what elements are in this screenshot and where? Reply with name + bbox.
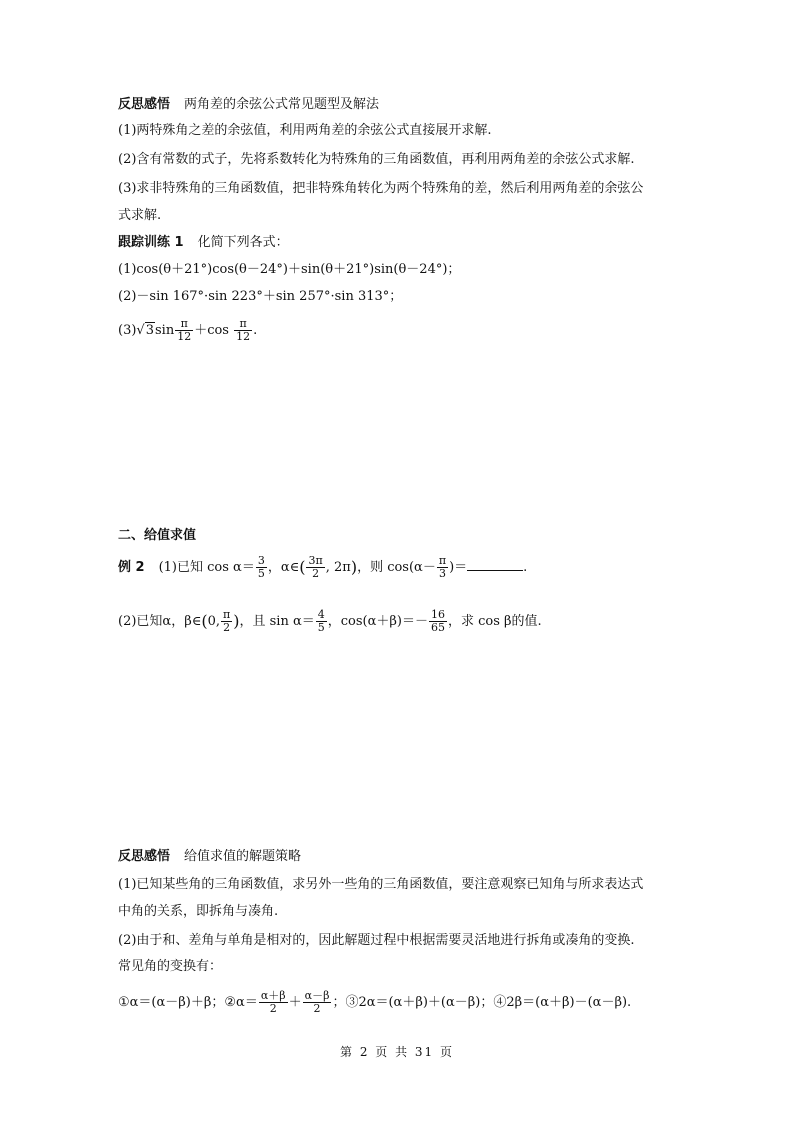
example-2-part-2: (2)已知α，β∈(0, $\frac{\pi}{2}$ )，且 sin α＝ $\frac{4}{5}$ ，cos(α＋β)＝－ $\frac{16}{65}$ ，求 cos β的值. xyxy=(118,608,542,634)
training-heading: 跟踪训练 1 xyxy=(118,235,184,250)
reflection-line-3b: 式求解. xyxy=(118,208,162,223)
fraction-pi-over-12: $\frac{\pi}{12}$ xyxy=(236,317,251,343)
fraction-3-5: $\frac{3}{5}$ xyxy=(257,554,265,580)
reflection-2-heading-line xyxy=(118,848,301,866)
strategy-line-2a: (2)由于和、差角与单角是相对的，因此解题过程中根据需要灵活地进行拆角或凑角的变换. xyxy=(118,933,635,948)
strategy-line-1b: 中角的关系，即拆角与凑角. xyxy=(118,904,279,919)
fraction-alpha-minus-beta-over-2: $\frac{\alpha-\beta}{2}$ xyxy=(304,989,330,1015)
page-footer: 第 2 页 共 31 页 xyxy=(340,1045,454,1059)
reflection-line-2: (2)含有常数的式子，先将系数转化为特殊角的三角函数值，再利用两角差的余弦公式求解. xyxy=(118,152,635,167)
fraction-16-65: $\frac{16}{65}$ xyxy=(430,608,445,634)
strategy-line-1a: (1)已知某些角的三角函数值，求另外一些角的三角函数值，要注意观察已知角与所求表达式 xyxy=(118,877,644,892)
training-item-2: (2)－sin 167°·sin 223°＋sin 257°·sin 313°； xyxy=(118,289,403,304)
answer-blank xyxy=(467,558,523,571)
reflection-title: 给值求值的解题策略 xyxy=(184,849,302,864)
angle-transform-formulas: ①α＝(α－β)＋β；②α＝ $\frac{\alpha+\beta}{2}$ ＋ $\frac{\alpha-\beta}{2}$ ；③2α＝(α＋β)＋(α－β)；④2β＝(α＋β)－(α－β). xyxy=(118,989,632,1015)
training-heading-line xyxy=(118,234,289,252)
training-item-3: (3)√3sin $\frac{\pi}{12}$ ＋cos $\frac{\pi}{12}$ . xyxy=(118,317,258,343)
example-label: 例 2 xyxy=(118,560,145,575)
reflection-title: 两角差的余弦公式常见题型及解法 xyxy=(184,97,380,112)
reflection-heading: 反思感悟 xyxy=(118,849,171,864)
section-heading: 二、给值求值 xyxy=(118,528,197,543)
example-2-part-1: 例 2 (1)已知 cos α＝ $\frac{3}{5}$ ，α∈( $\frac{3\pi}{2}$ , 2π)，则 cos(α－ $\frac{\pi}{3}$ )＝ . xyxy=(118,554,528,580)
training-title: 化简下列各式： xyxy=(197,235,289,250)
fraction-3pi-2: $\frac{3\pi}{2}$ xyxy=(308,554,323,580)
reflection-line-1: (1)两特殊角之差的余弦值，利用两角差的余弦公式直接展开求解. xyxy=(118,123,492,138)
reflection-heading-line xyxy=(118,96,379,114)
fraction-pi-3: $\frac{\pi}{3}$ xyxy=(438,554,447,580)
fraction-pi-2: $\frac{\pi}{2}$ xyxy=(223,608,231,634)
fraction-alpha-plus-beta-over-2: $\frac{\alpha+\beta}{2}$ xyxy=(260,989,286,1015)
reflection-heading: 反思感悟 xyxy=(118,97,171,112)
strategy-line-2b: 常见角的变换有： xyxy=(118,959,223,974)
training-item-1: (1)cos(θ＋21°)cos(θ－24°)＋sin(θ＋21°)sin(θ－24°)； xyxy=(118,262,461,277)
fraction-4-5: $\frac{4}{5}$ xyxy=(317,608,325,634)
fraction-pi-over-12: $\frac{\pi}{12}$ xyxy=(177,317,192,343)
reflection-line-3a: (3)求非特殊角的三角函数值，把非特殊角转化为两个特殊角的差，然后利用两角差的余弦公 xyxy=(118,181,644,196)
sqrt-symbol: √3 xyxy=(136,323,154,338)
